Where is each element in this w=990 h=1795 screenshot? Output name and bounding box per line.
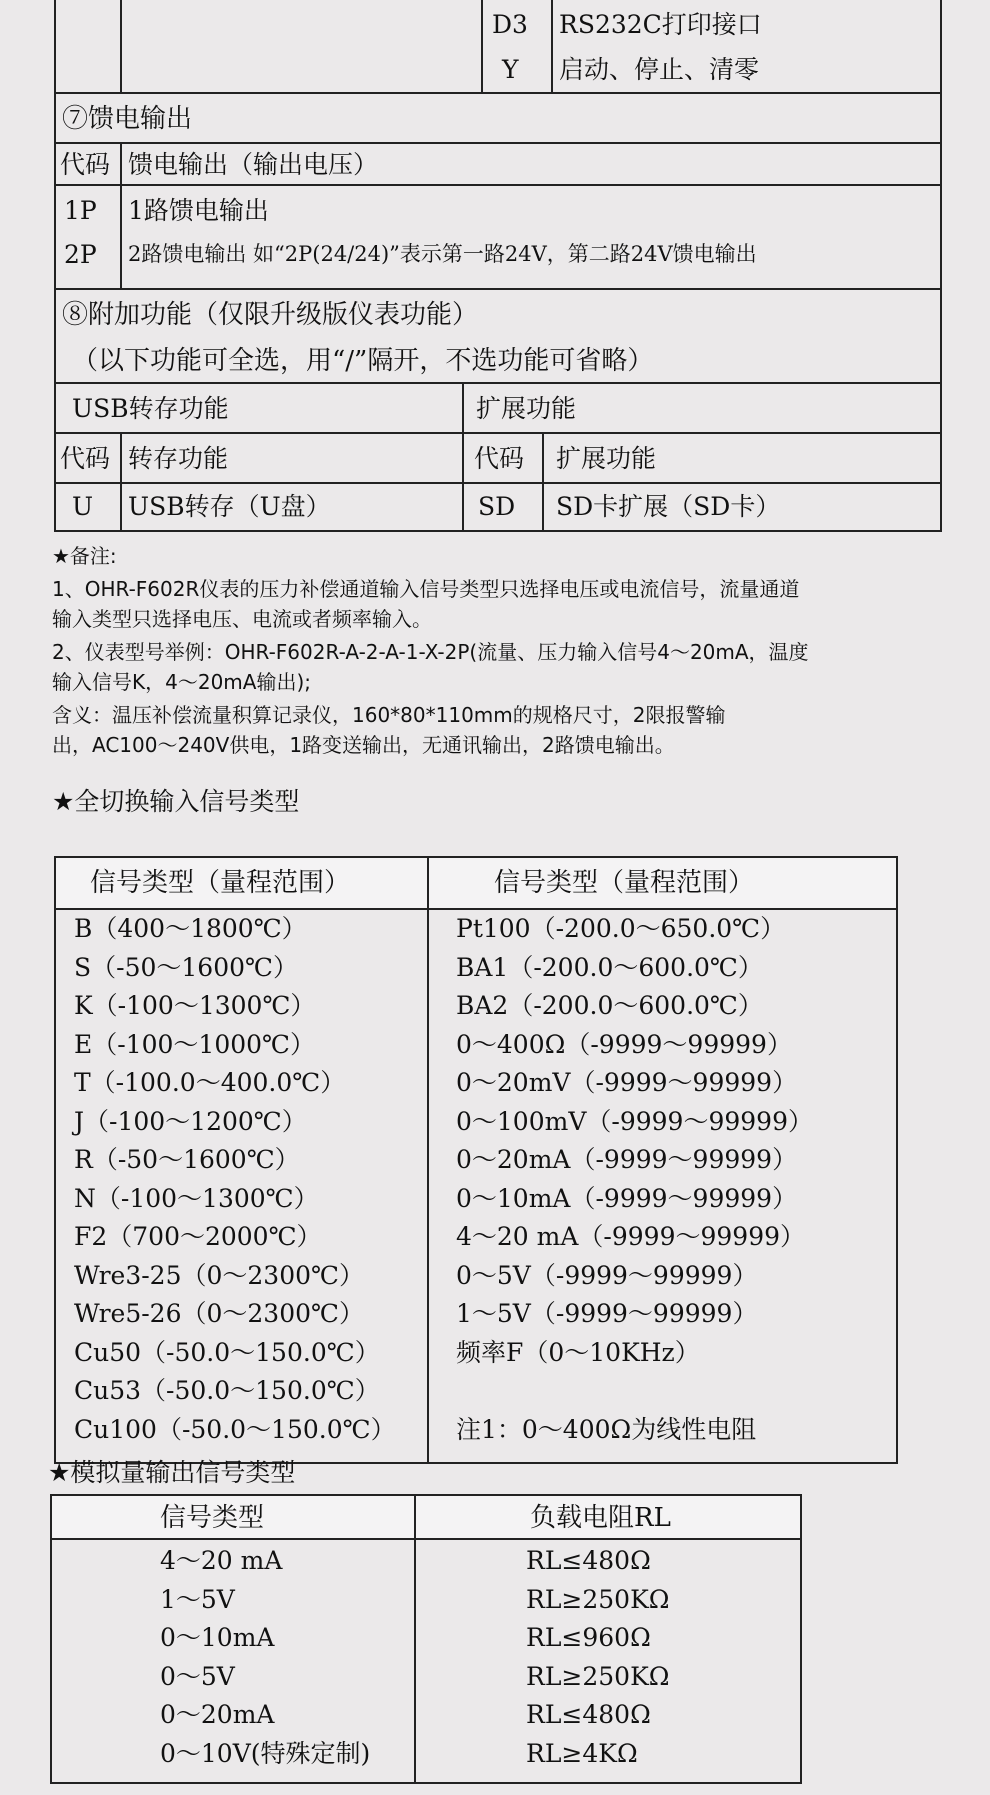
top-table-desc: 启动、停止、清零 bbox=[559, 55, 760, 84]
ext-desc: SD卡扩展（SD卡） bbox=[556, 492, 781, 521]
extra-functions-ext-col-divider bbox=[542, 434, 544, 530]
input-signal-item: K（-100～1300℃） bbox=[74, 991, 316, 1020]
feed-output-code: 1P bbox=[64, 196, 97, 225]
notes-line: 1、OHR-F602R仪表的压力补偿通道输入信号类型只选择电压或电流信号，流量通道 bbox=[52, 577, 800, 601]
extra-functions-title: ⑧附加功能（仅限升级版仪表功能） bbox=[62, 300, 479, 330]
analog-output-signal: 0～20mA bbox=[160, 1700, 275, 1730]
analog-output-signal: 0～5V bbox=[160, 1661, 235, 1691]
feed-output-title: ⑦馈电输出 bbox=[62, 104, 193, 134]
input-signal-item: R（-50～1600℃） bbox=[74, 1145, 300, 1174]
notes-line: 含义：温压补偿流量积算记录仪，160*80*110mm的规格尺寸，2限报警输 bbox=[52, 703, 726, 727]
analog-output-load: RL≥4KΩ bbox=[526, 1739, 638, 1768]
input-signal-item: Cu100（-50.0～150.0℃） bbox=[74, 1414, 396, 1444]
usb-desc: USB转存（U盘） bbox=[128, 492, 331, 521]
input-signal-item: Cu50（-50.0～150.0℃） bbox=[74, 1337, 380, 1367]
analog-output-table bbox=[50, 1494, 802, 1784]
usb-code: U bbox=[72, 492, 94, 521]
top-table bbox=[54, 0, 942, 94]
top-table-col2-divider bbox=[481, 0, 483, 92]
notes-heading: ★备注: bbox=[52, 544, 117, 568]
analog-output-load: RL≤480Ω bbox=[526, 1700, 651, 1730]
input-signal-item: B（400～1800℃） bbox=[74, 914, 307, 943]
feed-output-code: 2P bbox=[64, 240, 97, 269]
usb-header-code: 代码 bbox=[60, 444, 111, 473]
input-signal-item: 0～100mV（-9999～99999） bbox=[456, 1106, 813, 1136]
ext-section-label: 扩展功能 bbox=[476, 394, 577, 423]
input-signal-item: Wre5-26（0～2300℃） bbox=[74, 1299, 364, 1328]
analog-output-signal: 1～5V bbox=[160, 1584, 235, 1614]
extra-functions-subtitle: （以下功能可全选，用“/”隔开，不选功能可省略） bbox=[72, 346, 654, 376]
input-signal-item: 4～20 mA（-9999～99999） bbox=[456, 1222, 806, 1251]
top-table-code: D3 bbox=[492, 10, 528, 39]
feed-output-col-divider bbox=[120, 144, 122, 288]
input-signal-item: 0～20mA（-9999～99999） bbox=[456, 1145, 798, 1174]
input-signal-item: BA2（-200.0～600.0℃） bbox=[456, 991, 763, 1020]
top-table-desc: RS232C打印接口 bbox=[559, 10, 762, 39]
notes-line: 输入信号K，4～20mA输出); bbox=[52, 670, 311, 694]
input-signals-heading: ★全切换输入信号类型 bbox=[52, 787, 300, 816]
ext-code: SD bbox=[478, 492, 516, 521]
extra-functions-table bbox=[54, 288, 942, 532]
feed-output-desc: 1路馈电输出 bbox=[128, 196, 269, 225]
feed-output-table bbox=[54, 92, 942, 290]
input-signal-item: Wre3-25（0～2300℃） bbox=[74, 1260, 364, 1290]
input-signal-item: 注1：0～400Ω为线性电阻 bbox=[456, 1414, 757, 1444]
feed-output-title-cell bbox=[56, 94, 940, 144]
input-signals-col-divider bbox=[427, 858, 429, 1462]
analog-output-header-left: 信号类型 bbox=[160, 1503, 265, 1533]
top-table-code: Y bbox=[502, 55, 519, 84]
analog-output-load: RL≥250KΩ bbox=[526, 1661, 670, 1691]
input-signal-item: S（-50～1600℃） bbox=[74, 952, 298, 982]
input-signal-item: Cu53（-50.0～150.0℃） bbox=[74, 1376, 380, 1405]
extra-functions-usb-col-divider bbox=[120, 434, 122, 530]
feed-output-desc: 2路馈电输出 如“2P(24/24)”表示第一路24V，第二路24V馈电输出 bbox=[128, 242, 757, 266]
analog-output-header-right: 负载电阻RL bbox=[530, 1503, 671, 1533]
feed-output-header-code: 代码 bbox=[60, 150, 111, 179]
input-signal-item: T（-100.0～400.0℃） bbox=[74, 1068, 346, 1097]
top-table-col1-divider bbox=[120, 0, 122, 92]
input-signal-item: N（-100～1300℃） bbox=[74, 1183, 319, 1213]
feed-output-header-desc: 馈电输出（输出电压） bbox=[128, 150, 379, 179]
feed-output-header-row bbox=[56, 144, 940, 186]
input-signals-header-row bbox=[56, 858, 896, 910]
extra-functions-title-cell bbox=[56, 290, 940, 384]
input-signal-item: 频率F（0～10KHz） bbox=[456, 1337, 700, 1367]
analog-output-load: RL≤480Ω bbox=[526, 1546, 651, 1575]
analog-output-header-row bbox=[52, 1496, 800, 1540]
analog-output-heading: ★模拟量输出信号类型 bbox=[48, 1458, 296, 1487]
analog-output-signal: 0～10V(特殊定制) bbox=[160, 1739, 371, 1768]
notes-block bbox=[52, 546, 952, 766]
input-signal-item: 0～5V（-9999～99999） bbox=[456, 1260, 758, 1290]
analog-output-signal: 4～20 mA bbox=[160, 1546, 283, 1575]
analog-output-load: RL≤960Ω bbox=[526, 1623, 651, 1653]
input-signal-item: Pt100（-200.0～650.0℃） bbox=[456, 914, 786, 943]
usb-header-desc: 转存功能 bbox=[128, 444, 229, 473]
input-signal-item: J（-100～1200℃） bbox=[74, 1106, 307, 1136]
analog-output-col-divider bbox=[414, 1496, 416, 1782]
input-signal-item: E（-100～1000℃） bbox=[74, 1029, 316, 1059]
input-signal-item: BA1（-200.0～600.0℃） bbox=[456, 952, 763, 982]
extra-functions-header-row bbox=[56, 434, 940, 484]
input-signals-header-right: 信号类型（量程范围） bbox=[494, 868, 755, 898]
top-table-col3-divider bbox=[551, 0, 553, 92]
ext-header-desc: 扩展功能 bbox=[556, 444, 657, 473]
input-signals-header-left: 信号类型（量程范围） bbox=[90, 868, 351, 898]
notes-line: 出，AC100～240V供电，1路变送输出，无通讯输出，2路馈电输出。 bbox=[52, 733, 675, 757]
input-signal-item: 0～20mV（-9999～99999） bbox=[456, 1068, 798, 1097]
input-signal-item: 0～10mA（-9999～99999） bbox=[456, 1183, 798, 1213]
input-signal-item: 1～5V（-9999～99999） bbox=[456, 1299, 758, 1328]
analog-output-signal: 0～10mA bbox=[160, 1623, 275, 1653]
extra-functions-mid-divider bbox=[462, 384, 464, 530]
notes-line: 输入类型只选择电压、电流或者频率输入。 bbox=[52, 607, 432, 631]
input-signal-item: F2（700～2000℃） bbox=[74, 1222, 322, 1251]
usb-section-label: USB转存功能 bbox=[72, 394, 229, 423]
input-signals-table bbox=[54, 856, 898, 1464]
notes-line: 2、仪表型号举例：OHR-F602R-A-2-A-1-X-2P(流量、压力输入信号4～20mA，温度 bbox=[52, 640, 809, 664]
input-signal-item: 0～400Ω（-9999～99999） bbox=[456, 1029, 792, 1059]
ext-header-code: 代码 bbox=[474, 444, 525, 473]
extra-functions-section-row bbox=[56, 384, 940, 434]
analog-output-load: RL≥250KΩ bbox=[526, 1584, 670, 1614]
